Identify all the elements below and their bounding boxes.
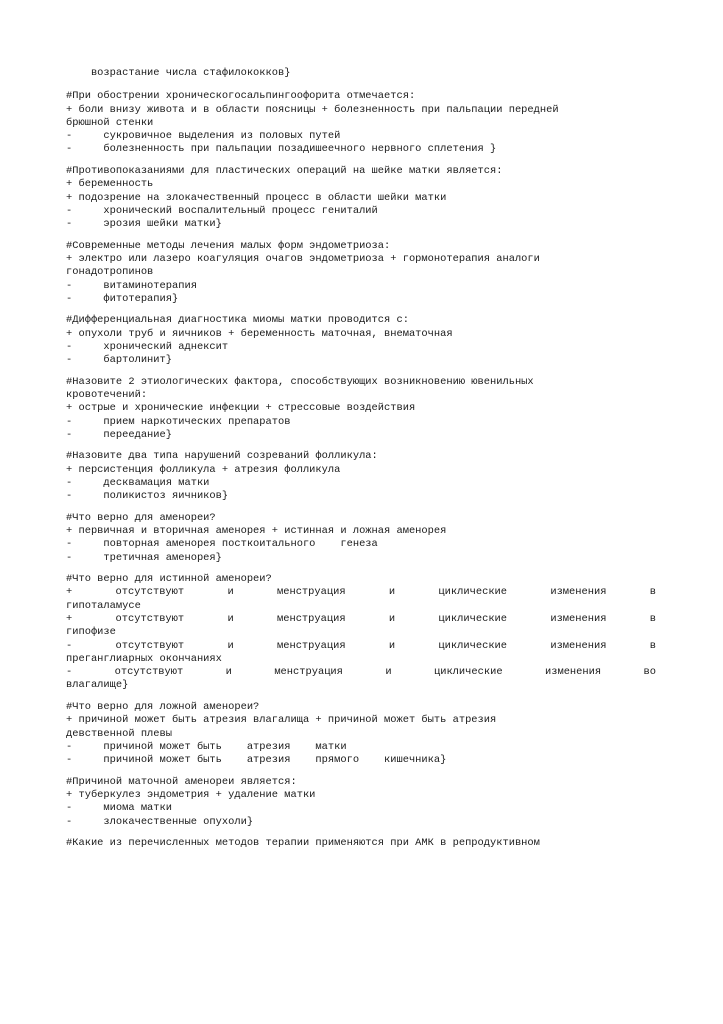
correct-answer-continuation: брюшной стенки bbox=[66, 116, 154, 129]
correct-answer: + первичная и вторичная аменорея + истинная и ложная аменорея bbox=[66, 525, 447, 538]
correct-answer-continuation: девственной плевы bbox=[66, 727, 173, 740]
answer-option: - сукровичное выделения из половых путей bbox=[66, 130, 341, 143]
question-heading: #Дифференциальная диагностика миомы матки проводится с: bbox=[66, 314, 409, 327]
correct-answer: + подозрение на злокачественный процесс в области шейки матки bbox=[66, 191, 447, 204]
correct-answer: + отсутствуют и менструация и циклические изменения в bbox=[66, 586, 656, 599]
question-heading: #Противопоказаниями для пластических операций на шейке матки является: bbox=[66, 164, 503, 177]
answer-option: - десквамация матки bbox=[66, 476, 210, 489]
answer-option: - фитотерапия} bbox=[66, 292, 179, 305]
correct-answer-continuation: гипофизе bbox=[66, 626, 116, 639]
answer-option: - хронический аднексит bbox=[66, 340, 229, 353]
question-heading: #Назовите 2 этиологических фактора, способствующих возникновению ювенильных bbox=[66, 375, 534, 388]
correct-answer-continuation: гонадотропинов bbox=[66, 266, 154, 279]
correct-answer: + персистенция фолликула + атрезия фолликула bbox=[66, 463, 341, 476]
answer-option: - третичная аменорея} bbox=[66, 551, 222, 564]
document-text bbox=[66, 67, 656, 850]
correct-answer: + причиной может быть атрезия влагалища + причиной может быть атрезия bbox=[66, 714, 497, 727]
question-heading: #Что верно для аменореи? bbox=[66, 511, 216, 524]
question-heading-continuation: кровотечений: bbox=[66, 388, 148, 401]
answer-option: - отсутствуют и менструация и циклические изменения в bbox=[66, 639, 656, 652]
answer-option: - эрозия шейки матки} bbox=[66, 218, 222, 231]
answer-option: - бартолинит} bbox=[66, 354, 173, 367]
answer-option: - хронический воспалительный процесс гениталий bbox=[66, 204, 378, 217]
question-heading: #Назовите два типа нарушений созреваний фолликула: bbox=[66, 450, 378, 463]
question-heading: #Что верно для ложной аменореи? bbox=[66, 700, 260, 713]
correct-answer: + туберкулез эндометрия + удаление матки bbox=[66, 788, 316, 801]
answer-option-continuation: влагалище} bbox=[66, 679, 129, 692]
question-heading: #Причиной маточной аменореи является: bbox=[66, 775, 297, 788]
answer-option: - прием наркотических препаратов bbox=[66, 415, 291, 428]
answer-option: - причиной может быть атрезия матки bbox=[66, 740, 347, 753]
question-heading: #Что верно для истинной аменореи? bbox=[66, 573, 272, 586]
question-heading: #При обострении хроническогосальпингоофорита отмечается: bbox=[66, 90, 416, 103]
correct-answer-continuation: гипоталамусе bbox=[66, 599, 141, 612]
answer-option: возрастание числа стафилококков} bbox=[66, 67, 291, 79]
answer-option: - отсутствуют и менструация и циклические изменения во bbox=[66, 666, 656, 679]
answer-option: - поликистоз яичников} bbox=[66, 490, 229, 503]
answer-option: - причиной может быть атрезия прямого кишечника} bbox=[66, 754, 447, 767]
correct-answer: + боли внизу живота и в области поясницы + болезненность при пальпации передней bbox=[66, 103, 559, 116]
answer-option: - злокачественные опухоли} bbox=[66, 815, 254, 828]
correct-answer: + опухоли труб и яичников + беременность маточная, внематочная bbox=[66, 327, 453, 340]
correct-answer: + острые и хронические инфекции + стрессовые воздействия bbox=[66, 402, 416, 415]
correct-answer: + отсутствуют и менструация и циклические изменения в bbox=[66, 613, 656, 625]
answer-option: - витаминотерапия bbox=[66, 279, 197, 292]
answer-option-continuation: преганглиарных окончаниях bbox=[66, 652, 222, 665]
correct-answer: + электро или лазеро коагуляция очагов эндометриоза + гормонотерапия аналоги bbox=[66, 252, 540, 265]
question-heading: #Какие из перечисленных методов терапии применяются при АМК в репродуктивном bbox=[66, 837, 540, 850]
answer-option: - переедание} bbox=[66, 428, 173, 441]
correct-answer: + беременность bbox=[66, 178, 154, 191]
answer-option: - повторная аменорея посткоитального генеза bbox=[66, 538, 378, 551]
question-heading: #Современные методы лечения малых форм эндометриоза: bbox=[66, 239, 391, 252]
answer-option: - миома матки bbox=[66, 802, 173, 815]
answer-option: - болезненность при пальпации позадишеечного нервного сплетения } bbox=[66, 143, 497, 156]
